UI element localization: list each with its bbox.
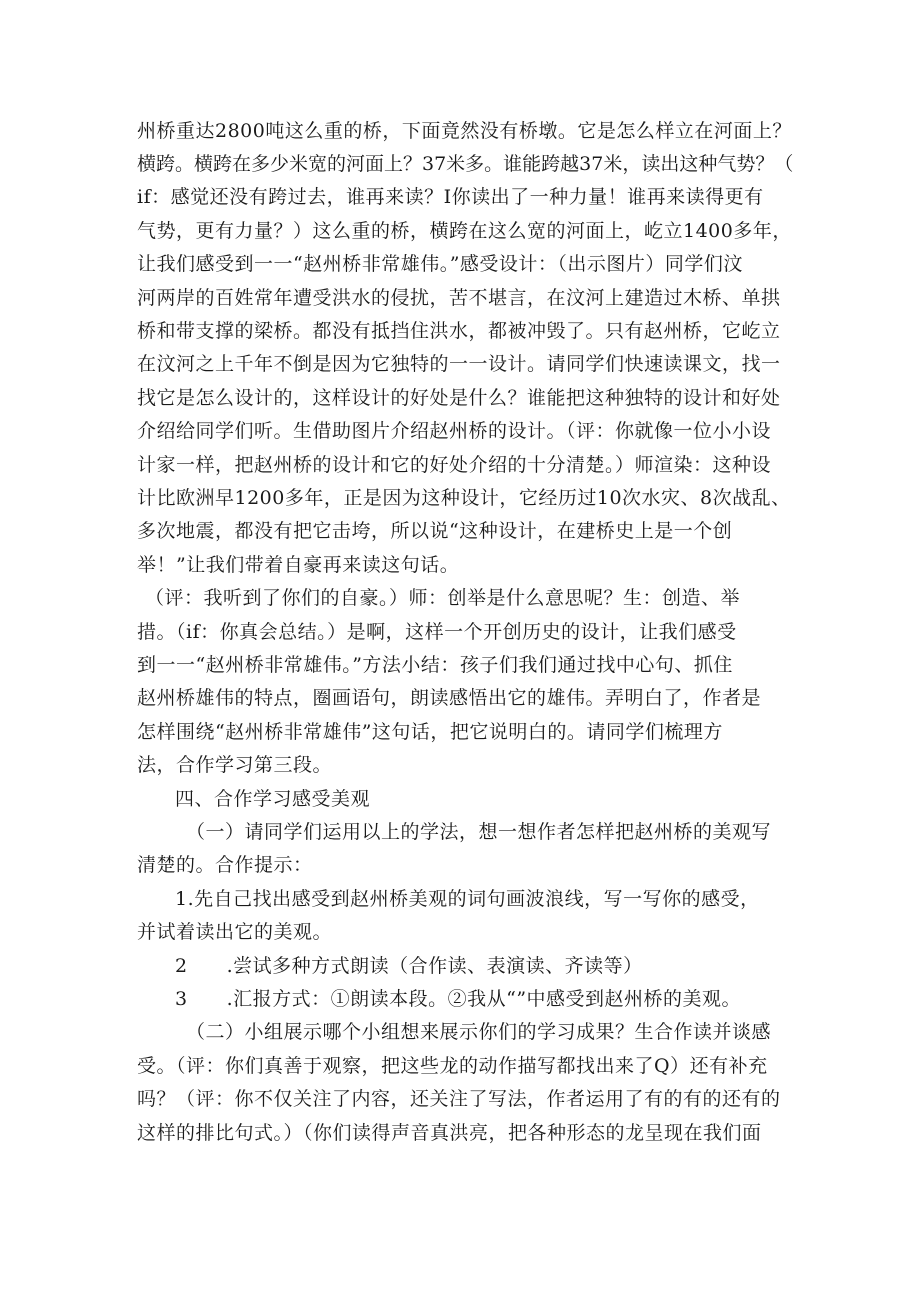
- text-line: 多次地震，都没有把它击垮，所以说“这种设计，在建桥史上是一个创: [137, 520, 733, 542]
- section-heading: 四、合作学习感受美观: [175, 788, 371, 810]
- list-item: 1.先自己找出感受到赵州桥美观的词句画波浪线，写一写你的感受，: [175, 888, 760, 910]
- text-line: 气势，更有力量？）这么重的桥，横跨在这么宽的河面上，屹立1400多年，: [137, 220, 792, 242]
- text-line: 州桥重达2800吨这么重的桥，下面竟然没有桥墩。它是怎么样立在河面上？: [137, 120, 792, 142]
- text-line: 法，合作学习第三段。: [137, 754, 333, 776]
- text-line: （评：我听到了你们的自豪。）师：创举是什么意思呢？生：创造、举: [145, 587, 741, 609]
- text-line: 举！”让我们带着自豪再来读这句话。: [137, 554, 460, 576]
- text-line: 吗？（评：你不仅关注了内容，还关注了写法，作者运用了有的有的还有的: [137, 1088, 781, 1110]
- list-item: 3 .汇报方式：①朗读本段。②我从“”中感受到赵州桥的美观。: [175, 988, 742, 1010]
- text-line: 赵州桥雄伟的特点，圈画语句，朗读感悟出它的雄伟。弄明白了，作者是: [137, 687, 762, 709]
- text-line: 措。（if：你真会总结。）是啊，这样一个开创历史的设计，让我们感受: [137, 621, 737, 643]
- text-line: 清楚的。合作提示：: [137, 854, 313, 876]
- text-line: 这样的排比句式。）（你们读得声音真洪亮，把各种形态的龙呈现在我们面: [137, 1122, 762, 1144]
- text-line: 在汶河之上千年不倒是因为它独特的一一设计。请同学们快速读课文，找一: [137, 353, 781, 375]
- text-line: 让我们感受到一一“赵州桥非常雄伟。”感受设计：（出示图片）同学们汶: [137, 253, 743, 275]
- text-line: 怎样围绕“赵州桥非常雄伟”这句话，把它说明白的。请同学们梳理方: [137, 721, 723, 743]
- list-item: 2 .尝试多种方式朗读（合作读、表演读、齐读等）: [175, 955, 643, 977]
- text-line: 河两岸的百姓常年遭受洪水的侵扰，苦不堪言，在汶河上建造过木桥、单拱: [137, 287, 781, 309]
- text-line: 计比欧洲早1200多年，正是因为这种设计，它经历过10次水灾、8次战乱、: [137, 487, 791, 509]
- text-line: 并试着读出它的美观。: [137, 921, 333, 943]
- text-line: 介绍给同学们听。生借助图片介绍赵州桥的设计。（评：你就像一位小小设: [137, 420, 772, 442]
- text-line: （一）请同学们运用以上的学法，想一想作者怎样把赵州桥的美观写: [186, 821, 772, 843]
- text-line: （二）小组展示哪个小组想来展示你们的学习成果？生合作读并谈感: [186, 1021, 772, 1043]
- text-line: 找它是怎么设计的，这样设计的好处是什么？谁能把这种独特的设计和好处: [137, 387, 781, 409]
- text-line: 横跨。横跨在多少米宽的河面上？37米多。谁能跨越37米，读出这种气势？（: [137, 153, 794, 175]
- text-line: 到一一“赵州桥非常雄伟。”方法小结：孩子们我们通过找中心句、抓住: [137, 654, 733, 676]
- text-line: 计家一样，把赵州桥的设计和它的好处介绍的十分清楚。）师渲染：这种设: [137, 454, 772, 476]
- text-line: if：感觉还没有跨过去，谁再来读？I你读出了一种力量！谁再来读得更有: [137, 186, 764, 208]
- text-line: 受。（评：你们真善于观察，把这些龙的动作描写都找出来了Q）还有补充: [137, 1055, 768, 1077]
- text-line: 桥和带支撑的梁桥。都没有抵挡住洪水，都被冲毁了。只有赵州桥，它屹立: [137, 320, 781, 342]
